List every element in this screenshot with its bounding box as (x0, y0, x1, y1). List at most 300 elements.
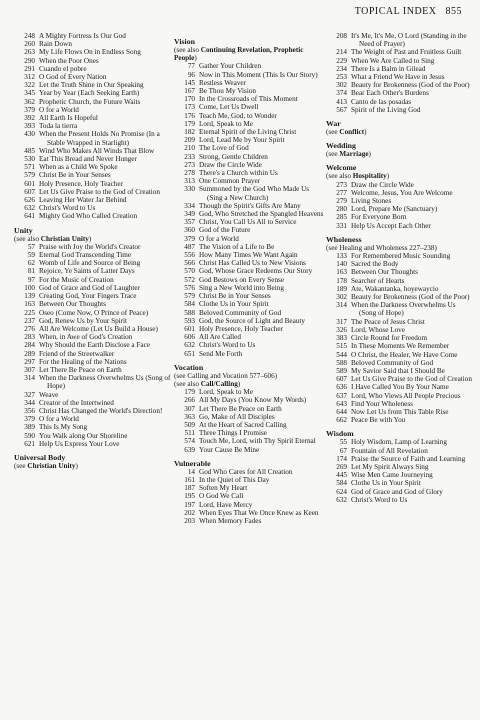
index-entry (174, 317, 326, 325)
index-entry (326, 318, 472, 326)
hymn-title: Let Us Give Praise to the God of Creation (39, 187, 160, 196)
index-entry (14, 251, 174, 259)
hymn-title: Prophetic Church, the Future Waits (39, 97, 141, 106)
hymn-number: 173 (184, 103, 195, 112)
hymn-number: 307 (184, 404, 195, 413)
index-entry (174, 71, 326, 79)
hymn-title: God of the Future (199, 226, 251, 235)
hymn-title: Christ Has Called Us to New Visions (199, 259, 306, 268)
index-entry (14, 341, 174, 349)
index-entry (14, 407, 174, 415)
hymn-number: 621 (24, 439, 35, 448)
index-entry (174, 120, 326, 128)
hymn-number: 606 (184, 333, 195, 342)
hymn-title: Go, Make of All Disciples (199, 412, 275, 421)
hymn-title: Praise the Source of Faith and Learning (351, 454, 466, 463)
index-entry (326, 73, 472, 81)
topic-heading: Vision (174, 37, 195, 46)
hymn-number: 584 (336, 479, 347, 488)
index-entry (174, 413, 326, 421)
index-entry (326, 285, 472, 293)
hymn-number: 14 (187, 467, 195, 476)
index-entry (174, 251, 326, 259)
index-entry (326, 375, 472, 383)
index-entry (174, 341, 326, 349)
hymn-number: 312 (24, 73, 35, 82)
hymn-title: Between Our Thoughts (351, 268, 418, 277)
hymn-title: Christ Be in Your Senses (199, 292, 271, 301)
hymn-number: 544 (336, 350, 347, 359)
hymn-title: Searcher of Hearts (351, 276, 405, 285)
hymn-number: 588 (336, 358, 347, 367)
hymn-title: Eternal God Transcending Time (39, 251, 132, 260)
index-entry (174, 235, 326, 243)
hymn-title: Lord, Have Mercy (199, 500, 253, 509)
hymn-number: 392 (24, 114, 35, 123)
index-entry (326, 260, 472, 268)
index-entry (174, 226, 326, 234)
hymn-title: Find Your Wholeness (351, 399, 413, 408)
hymn-number: 626 (24, 196, 35, 205)
hymn-number: 100 (24, 283, 35, 292)
index-entry (14, 196, 174, 204)
hymn-number: 588 (184, 308, 195, 317)
hymn-title: Beauty for Brokenness (God of the Poor) (351, 81, 470, 90)
index-entry (174, 421, 326, 429)
hymn-number: 584 (184, 300, 195, 309)
hymn-title: All My Days (You Know My Words) (199, 396, 307, 405)
hymn-title: I Have Called You By Your Name (351, 383, 449, 392)
see-also-reference: (see Conflict) (326, 128, 367, 137)
hymn-number: 344 (24, 398, 35, 407)
index-entry (14, 114, 174, 122)
hymn-title: Three Things I Promise (199, 429, 267, 438)
hymn-title: Let the Truth Shine in Our Speaking (39, 81, 144, 90)
hymn-title: When the Present Holds No Promise (In a Stable Wrapped in Starlight) (39, 130, 160, 147)
hymn-number: 556 (184, 251, 195, 260)
index-entry (174, 259, 326, 267)
hymn-number: 57 (27, 242, 35, 251)
index-entry (326, 293, 472, 301)
see-also-reference: (see Calling and Vocation 577–606) (174, 371, 278, 380)
topic-heading: Wholeness (326, 234, 362, 244)
index-entry (14, 300, 174, 308)
hymn-title: Wind Who Makes All Winds That Blow (39, 146, 155, 155)
hymn-number: 632 (336, 495, 347, 504)
topic-heading: Wedding (326, 141, 356, 151)
hymn-title: A Mighty Fortress Is Our God (39, 32, 126, 40)
hymn-title: O for a World (39, 415, 79, 424)
hymn-title: Between Our Thoughts (39, 300, 106, 309)
hymn-number: 263 (24, 48, 35, 57)
index-entry (14, 317, 174, 325)
running-title: TOPICAL INDEX (354, 6, 437, 17)
index-entry (326, 32, 472, 48)
see-also-topic[interactable]: Continuing Revelation, Prophetic People (174, 46, 304, 63)
hymn-number: 208 (336, 32, 347, 40)
hymn-title: There's a Church within Us (199, 169, 278, 178)
see-also-topic[interactable]: Marriage (339, 150, 369, 159)
hymn-title: Peace Be with You (351, 416, 406, 425)
hymn-title: When the Darkness Overwhelms Us (Song of Hope) (351, 301, 456, 318)
index-entry (326, 197, 472, 205)
hymn-number: 363 (184, 412, 195, 421)
see-also-topic[interactable]: Christian Unity (40, 234, 89, 243)
see-also-topic[interactable]: Conflict (339, 128, 365, 137)
hymn-number: 637 (336, 391, 347, 400)
hymn-number: 55 (339, 438, 347, 447)
index-entry (14, 358, 174, 366)
topic-heading: Welcome (326, 163, 357, 173)
hymn-number: 290 (24, 56, 35, 65)
hymn-number: 326 (336, 325, 347, 334)
hymn-number: 579 (24, 171, 35, 180)
hymn-number: 345 (24, 89, 35, 98)
hymn-number: 187 (184, 484, 195, 493)
hymn-title: O for a World (199, 234, 239, 243)
hymn-title: Lord, Speak to Me (199, 388, 253, 397)
index-entry (14, 325, 174, 333)
hymn-number: 572 (184, 275, 195, 284)
hymn-title: All Are Welcome (Let Us Build a House) (39, 324, 158, 333)
hymn-title: Praise with Joy the World's Creator (39, 242, 141, 251)
hymn-title: Help Us Accept Each Other (351, 221, 431, 230)
hymn-number: 590 (24, 431, 35, 440)
index-entry (174, 267, 326, 275)
hymn-title: Soften My Heart (199, 484, 248, 493)
hymn-number: 229 (336, 56, 347, 65)
hymn-title: Draw the Circle Wide (199, 160, 262, 169)
hymn-title: God, Renew Us by Your Spirit (39, 316, 128, 325)
hymn-title: Weave (39, 390, 59, 399)
hymn-number: 601 (184, 324, 195, 333)
hymn-number: 139 (24, 292, 35, 301)
hymn-title: When the Darkness Overwhelms Us (Song of Hope) (39, 374, 171, 391)
page-number: 855 (445, 6, 462, 17)
hymn-number: 273 (336, 180, 347, 189)
hymn-title: When as a Child We Spoke (39, 163, 118, 172)
index-entry (326, 488, 472, 496)
index-entry (326, 359, 472, 367)
hymn-title: Rain Down (39, 40, 72, 49)
index-entry (14, 204, 174, 212)
see-also-reference: (see Christian Unity) (14, 461, 78, 470)
hymn-number: 284 (24, 341, 35, 350)
topic-heading: Unity (14, 225, 33, 235)
hymn-title: In the Crossroads of This Moment (199, 95, 298, 104)
hymn-title: Toda la tierra (39, 122, 78, 131)
index-entry (14, 284, 174, 292)
hymn-number: 179 (184, 388, 195, 397)
hymn-title: God, Who Stretched the Spangled Heavens (199, 210, 324, 219)
hymn-title: Now in This Moment (This Is Our Story) (199, 70, 318, 79)
index-entry (14, 48, 174, 56)
index-entry (14, 440, 174, 448)
hymn-title: Circle Round for Freedom (351, 334, 428, 343)
hymn-number: 67 (339, 446, 347, 455)
see-also-reference: (see also Hospitality) (326, 172, 390, 181)
index-entry (174, 292, 326, 300)
index-entry (14, 188, 174, 196)
hymn-title: O for a World (39, 105, 79, 114)
hymn-title: Creating God, Your Fingers Trace (39, 292, 137, 301)
hymn-title: When, in Awe of God's Creation (39, 333, 133, 342)
index-entry (326, 301, 472, 317)
hymn-number: 260 (24, 40, 35, 49)
hymn-title: Christ Has Changed the World's Direction! (39, 406, 163, 415)
index-entry (326, 81, 472, 89)
index-entry (174, 185, 326, 201)
index-column-3 (326, 32, 472, 712)
index-entry (174, 62, 326, 70)
index-entry (174, 468, 326, 476)
hymn-number: 331 (336, 221, 347, 230)
hymn-number: 389 (24, 423, 35, 432)
index-entry (326, 65, 472, 73)
hymn-title: Lord, Who Views All People Precious (351, 391, 461, 400)
hymn-number: 593 (184, 316, 195, 325)
hymn-title: Touch Me, Lord, with Thy Spirit Eternal (199, 437, 316, 446)
index-entry (14, 89, 174, 97)
hymn-number: 225 (24, 308, 35, 317)
hymn-number: 374 (336, 89, 347, 98)
hymn-number: 632 (184, 341, 195, 350)
hymn-title: Let There Be Peace on Earth (199, 404, 282, 413)
index-entry (14, 130, 174, 146)
hymn-number: 393 (24, 122, 35, 131)
hymn-title: Your Cause Be Mine (199, 445, 260, 454)
index-entry (174, 276, 326, 284)
hymn-number: 314 (336, 301, 347, 310)
index-entry (174, 437, 326, 445)
hymn-title: All Are Called (199, 333, 241, 342)
hymn-number: 639 (184, 445, 195, 454)
index-entry (326, 383, 472, 391)
hymn-title: Christ, You Call Us All to Service (199, 218, 297, 227)
hymn-title: When Eyes That We Once Knew as Keen (199, 508, 319, 517)
hymn-number: 182 (184, 128, 195, 137)
index-entry (14, 309, 174, 317)
index-entry (326, 400, 472, 408)
hymn-title: One Common Prayer (199, 177, 261, 186)
hymn-number: 234 (336, 64, 347, 73)
hymn-title: Though the Spirit's Gifts Are Many (199, 201, 301, 210)
hymn-number: 576 (184, 283, 195, 292)
hymn-number: 289 (24, 349, 35, 358)
index-entry (174, 218, 326, 226)
hymn-title: For the Music of Creation (39, 275, 114, 284)
hymn-title: Lord, Speak to Me (199, 119, 253, 128)
index-entry (14, 155, 174, 163)
see-also-topic[interactable]: Hospitality (352, 172, 387, 181)
hymn-number: 313 (184, 177, 195, 186)
hymn-title: Wise Men Came Journeying (351, 471, 433, 480)
hymn-number: 214 (336, 48, 347, 57)
hymn-number: 163 (336, 268, 347, 277)
hymn-title: When the Poor Ones (39, 56, 99, 65)
index-entry (326, 438, 472, 446)
index-entry (14, 163, 174, 171)
hymn-title: At the Heart of Sacred Calling (199, 420, 287, 429)
hymn-title: Let Us Give Praise to the God of Creation (351, 375, 472, 384)
hymn-title: God Who Cares for All Creation (199, 467, 293, 476)
index-entry (174, 87, 326, 95)
hymn-title: Send Me Forth (199, 349, 243, 358)
hymn-number: 567 (336, 105, 347, 114)
hymn-title: What a Friend We Have in Jesus (351, 73, 445, 82)
index-entry (326, 471, 472, 479)
index-entry (326, 277, 472, 285)
hymn-number: 97 (27, 275, 35, 284)
index-entry (14, 180, 174, 188)
hymn-title: For Everyone Born (351, 213, 407, 222)
hymn-number: 515 (336, 342, 347, 351)
hymn-title: Teach Me, God, to Wonder (199, 111, 277, 120)
index-entry (174, 128, 326, 136)
index-entry (14, 399, 174, 407)
hymn-title: O Christ, the Healer, We Have Come (351, 350, 458, 359)
hymn-number: 413 (336, 97, 347, 106)
hymn-title: Year by Year (Each Seeking Earth) (39, 89, 140, 98)
index-entry (174, 429, 326, 437)
hymn-number: 430 (24, 130, 35, 139)
hymn-title: Let There Be Peace on Earth (39, 365, 122, 374)
index-entry (14, 122, 174, 130)
hymn-number: 210 (184, 144, 195, 153)
hymn-title: Lord, Whose Love (351, 325, 405, 334)
hymn-number: 278 (184, 169, 195, 178)
index-entry (174, 509, 326, 517)
index-entry (326, 326, 472, 334)
index-entry (174, 492, 326, 500)
index-entry (326, 496, 472, 504)
hymn-number: 266 (184, 396, 195, 405)
hymn-title: All Earth Is Hopeful (39, 114, 98, 123)
index-entry (326, 89, 472, 97)
index-entry (174, 112, 326, 120)
hymn-number: 379 (24, 105, 35, 114)
hymn-title: Oseo (Come Now, O Prince of Peace) (39, 308, 149, 317)
index-entry (174, 309, 326, 317)
hymn-title: My Savior Said that I Should Be (351, 366, 445, 375)
hymn-title: Sing a New World into Being (199, 283, 284, 292)
topic-heading: Vulnerable (174, 458, 211, 468)
hymn-number: 327 (24, 390, 35, 399)
hymn-title: Spirit of the Living God (351, 105, 421, 114)
index-entry (326, 222, 472, 230)
hymn-number: 574 (184, 437, 195, 446)
hymn-number: 487 (184, 242, 195, 251)
hymn-title: You Walk along Our Shoreline (39, 431, 128, 440)
hymn-number: 179 (184, 119, 195, 128)
hymn-number: 276 (24, 324, 35, 333)
hymn-number: 178 (336, 276, 347, 285)
index-entry (326, 455, 472, 463)
index-entry (174, 350, 326, 358)
hymn-number: 269 (336, 462, 347, 471)
hymn-title: Be Thou My Vision (199, 87, 257, 96)
hymn-number: 485 (24, 146, 35, 155)
index-entry (174, 177, 326, 185)
hymn-title: Friend of the Streetwalker (39, 349, 115, 358)
index-entry (326, 57, 472, 65)
hymn-title: Beloved Community of God (199, 308, 282, 317)
hymn-title: Help Us Express Your Love (39, 439, 120, 448)
hymn-title: Bear Each Other's Burdens (351, 89, 429, 98)
hymn-title: God, Whose Grace Redeems Our Story (199, 267, 313, 276)
hymn-title: In These Moments We Remember (351, 342, 450, 351)
index-entry (14, 98, 174, 106)
index-entry (14, 350, 174, 358)
hymn-number: 662 (336, 416, 347, 425)
hymn-number: 445 (336, 471, 347, 480)
index-entry (326, 189, 472, 197)
hymn-title: The Weight of Past and Fruitless Guilt (351, 48, 462, 57)
see-also-topic[interactable]: Christian Unity (27, 461, 76, 470)
hymn-number: 248 (24, 32, 35, 40)
hymn-number: 607 (336, 375, 347, 384)
hymn-number: 330 (184, 185, 195, 194)
hymn-title: Eat This Bread and Never Hunger (39, 155, 137, 164)
index-entry (14, 32, 174, 40)
hymn-title: Beauty for Brokenness (God of the Poor) (351, 293, 470, 302)
hymn-number: 349 (184, 210, 195, 219)
index-entry (174, 161, 326, 169)
hymn-title: Eternal Spirit of the Living Christ (199, 128, 297, 137)
hymn-number: 651 (184, 349, 195, 358)
hymn-title: Christ's Word to Us (351, 495, 408, 504)
hymn-number: 283 (24, 333, 35, 342)
index-entry (174, 95, 326, 103)
index-entry (174, 333, 326, 341)
index-entry (14, 147, 174, 155)
index-entry (174, 243, 326, 251)
hymn-number: 379 (184, 234, 195, 243)
index-entry (174, 446, 326, 454)
hymn-number: 291 (24, 64, 35, 73)
hymn-title: Summoned by the God Who Made Us (Sing a New Church) (199, 185, 310, 202)
hymn-number: 566 (184, 259, 195, 268)
hymn-number: 96 (187, 70, 195, 79)
see-also-topic[interactable]: Call/Calling (200, 379, 238, 388)
hymn-title: Sacred the Body (351, 260, 399, 269)
hymn-title: God, the Source of Light and Beauty (199, 316, 305, 325)
hymn-title: God of Grace and God of Laughter (39, 283, 140, 292)
index-entry (174, 300, 326, 308)
hymn-number: 195 (184, 492, 195, 501)
hymn-title: Restless Weaver (199, 78, 246, 87)
hymn-title: Strong, Gentle Children (199, 152, 268, 161)
hymn-title: This Is My Song (39, 423, 88, 432)
hymn-number: 197 (184, 500, 195, 509)
index-column-2 (174, 32, 326, 712)
index-entry (326, 48, 472, 56)
index-entry (174, 396, 326, 404)
hymn-title: Lord, Lead Me by Your Spirit (199, 136, 285, 145)
index-columns (14, 32, 472, 712)
hymn-number: 189 (336, 284, 347, 293)
index-entry (174, 103, 326, 111)
hymn-title: O God of Every Nation (39, 73, 107, 82)
index-entry (326, 392, 472, 400)
hymn-number: 307 (24, 365, 35, 374)
index-entry (14, 243, 174, 251)
hymn-number: 202 (184, 508, 195, 517)
hymn-title: Clothe Us in Your Spirit (351, 479, 421, 488)
hymn-title: Let My Spirit Always Sing (351, 462, 429, 471)
index-entry (14, 267, 174, 275)
hymn-title: Christ's Word to Us (199, 341, 256, 350)
